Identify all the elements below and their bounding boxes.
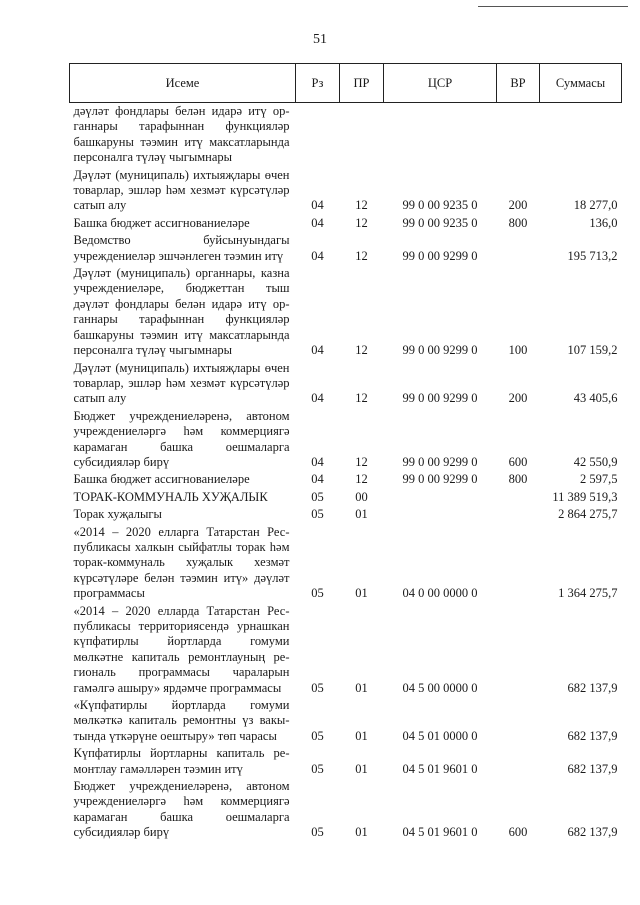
cell-pr: 12 bbox=[355, 454, 368, 469]
cell-name: Бюджет учреждениеләренә, автоном учреждениеләргә һәм коммерциягә карамаган башка оешмаларга субсидияләр бирү bbox=[73, 779, 290, 840]
cell-sum: 136,0 bbox=[589, 215, 618, 230]
table-row bbox=[70, 103, 622, 167]
cell-rz: 04 bbox=[311, 472, 324, 487]
cell-name: Бюджет учреждениеләренә, автоном учреждениеләргә һәм коммерциягә карамаган башка оешмаларга субсидияләр бирү bbox=[73, 408, 290, 469]
cell-pr: 00 bbox=[355, 489, 368, 504]
cell-vr: 100 bbox=[508, 343, 528, 358]
cell-name: Башка бюджет ассигнованиеләре bbox=[73, 215, 250, 230]
cell-name: ТОРАК-КОММУНАЛЬ ХУҖАЛЫК bbox=[73, 489, 268, 504]
col-header-rz: Рз bbox=[296, 64, 340, 103]
cell-csr: 99 0 00 9235 0 bbox=[402, 215, 478, 230]
cell-pr: 01 bbox=[355, 586, 368, 601]
cell-sum: 42 550,9 bbox=[573, 454, 618, 469]
cell-csr: 99 0 00 9299 0 bbox=[402, 472, 478, 487]
cell-rz: 04 bbox=[311, 215, 324, 230]
cell-vr bbox=[497, 745, 540, 778]
table-row bbox=[70, 745, 622, 778]
table-row bbox=[70, 360, 622, 408]
col-header-pr: ПР bbox=[340, 64, 384, 103]
cell-name: Дәүләт (муниципаль) ихтыяҗлары өчен товарлар, эшләр һәм хезмәт күрсәтүләр сатып алу bbox=[73, 360, 290, 406]
cell-rz: 05 bbox=[311, 586, 324, 601]
cell-vr bbox=[497, 103, 540, 167]
cell-rz bbox=[296, 103, 340, 167]
cell-name: дәүләт фондлары белән идарә итү ор-ганнары тарафыннан функцияләр башкаруны тәэмин итү максатларында персоналга түләү чыгымнары bbox=[73, 104, 290, 165]
cell-rz: 05 bbox=[311, 507, 324, 522]
cell-csr: 99 0 00 9299 0 bbox=[402, 454, 478, 469]
cell-pr: 01 bbox=[355, 761, 368, 776]
table-row bbox=[70, 265, 622, 359]
cell-pr: 12 bbox=[355, 198, 368, 213]
cell-sum: 682 137,9 bbox=[567, 728, 618, 743]
col-header-sum: Суммасы bbox=[540, 64, 622, 103]
cell-csr bbox=[384, 103, 497, 167]
table-row bbox=[70, 167, 622, 215]
cell-csr bbox=[384, 489, 497, 506]
table-row bbox=[70, 471, 622, 488]
table-row bbox=[70, 489, 622, 506]
cell-rz: 05 bbox=[311, 489, 324, 504]
cell-csr: 04 5 01 9601 0 bbox=[402, 761, 478, 776]
table-row bbox=[70, 215, 622, 232]
cell-sum: 2 597,5 bbox=[580, 472, 618, 487]
top-edge-line bbox=[478, 6, 628, 7]
cell-name: Күпфатирлы йортларны капиталь ре-монтлау гамәлләрен тәэмин итү bbox=[73, 746, 290, 776]
cell-sum: 682 137,9 bbox=[567, 825, 618, 840]
budget-table bbox=[69, 63, 622, 842]
header-row bbox=[70, 64, 622, 103]
cell-sum: 195 713,2 bbox=[567, 248, 618, 263]
cell-rz: 04 bbox=[311, 248, 324, 263]
table-row bbox=[70, 603, 622, 697]
cell-vr bbox=[497, 506, 540, 523]
cell-rz: 04 bbox=[311, 391, 324, 406]
cell-csr: 04 5 00 0000 0 bbox=[402, 680, 478, 695]
cell-pr: 01 bbox=[355, 728, 368, 743]
cell-pr: 12 bbox=[355, 391, 368, 406]
cell-vr bbox=[497, 697, 540, 745]
cell-rz: 04 bbox=[311, 454, 324, 469]
cell-name: «Күпфатирлы йортларда гомуми мөлкәткә капиталь ремонтны үз вакы-тында үткәрүне оештыру» төп чарасы bbox=[73, 698, 290, 743]
cell-rz: 05 bbox=[311, 761, 324, 776]
cell-rz: 05 bbox=[311, 728, 324, 743]
cell-vr: 800 bbox=[508, 472, 528, 487]
cell-sum: 682 137,9 bbox=[567, 680, 618, 695]
table-row bbox=[70, 232, 622, 265]
cell-sum: 18 277,0 bbox=[573, 198, 618, 213]
cell-rz: 04 bbox=[311, 198, 324, 213]
cell-name: «2014 – 2020 елларга Татарстан Рес-публикасы халкын сыйфатлы торак һәм торак-коммуналь хуҗалык хезмәт күрсәтүләре белән тәэмин итү» дәүләт программасы bbox=[73, 524, 290, 601]
cell-sum: 682 137,9 bbox=[567, 761, 618, 776]
table-row bbox=[70, 506, 622, 523]
cell-name: Башка бюджет ассигнованиеләре bbox=[73, 472, 250, 487]
col-header-vr: ВР bbox=[497, 64, 540, 103]
cell-sum: 1 364 275,7 bbox=[558, 586, 618, 601]
cell-pr: 12 bbox=[355, 215, 368, 230]
cell-vr: 200 bbox=[508, 391, 528, 406]
cell-pr bbox=[340, 103, 384, 167]
cell-name: «2014 – 2020 елларда Татарстан Рес-публикасы территориясендә урнашкан күпфатирлы йортларда гомуми мөлкәтне капиталь ремонтлауның ре-гиональ программасы чараларын гамәлгә ашыру» ярдәмче программасы bbox=[73, 603, 290, 695]
cell-name: Дәүләт (муниципаль) органнары, казна учреждениеләре, бюджеттан тыш дәүләт фондлары белән идарә итү ор-ганнары тарафыннан функцияләр башкаруны тәэмин итү максатларында персоналга түләү чыгымнары bbox=[73, 266, 290, 358]
table-row bbox=[70, 408, 622, 472]
cell-vr bbox=[497, 232, 540, 265]
cell-pr: 01 bbox=[355, 825, 368, 840]
cell-vr: 200 bbox=[508, 198, 528, 213]
cell-pr: 01 bbox=[355, 680, 368, 695]
cell-sum: 2 864 275,7 bbox=[558, 507, 618, 522]
cell-csr: 99 0 00 9299 0 bbox=[402, 391, 478, 406]
page-number: 51 bbox=[313, 32, 327, 47]
cell-rz: 05 bbox=[311, 825, 324, 840]
cell-csr bbox=[384, 506, 497, 523]
cell-csr: 04 5 01 9601 0 bbox=[402, 825, 478, 840]
cell-name: Дәүләт (муниципаль) ихтыяҗлары өчен товарлар, эшләр һәм хезмәт күрсәтүләр сатып алу bbox=[73, 167, 290, 213]
cell-name: Торак хуҗалыгы bbox=[73, 507, 162, 522]
cell-vr: 600 bbox=[508, 825, 528, 840]
cell-sum: 43 405,6 bbox=[573, 391, 618, 406]
cell-vr bbox=[497, 524, 540, 603]
table-row bbox=[70, 697, 622, 745]
cell-csr: 04 0 00 0000 0 bbox=[402, 586, 478, 601]
cell-vr: 800 bbox=[508, 215, 528, 230]
cell-vr bbox=[497, 603, 540, 697]
cell-csr: 99 0 00 9299 0 bbox=[402, 248, 478, 263]
cell-pr: 12 bbox=[355, 472, 368, 487]
cell-sum: 11 389 519,3 bbox=[552, 489, 618, 504]
cell-csr: 99 0 00 9235 0 bbox=[402, 198, 478, 213]
cell-pr: 01 bbox=[355, 507, 368, 522]
table-row bbox=[70, 778, 622, 842]
cell-vr bbox=[497, 489, 540, 506]
cell-sum bbox=[540, 103, 622, 167]
cell-vr: 600 bbox=[508, 454, 528, 469]
cell-sum: 107 159,2 bbox=[567, 343, 618, 358]
table-row bbox=[70, 524, 622, 603]
col-header-name: Исеме bbox=[70, 64, 296, 103]
col-header-csr: ЦСР bbox=[384, 64, 497, 103]
cell-csr: 99 0 00 9299 0 bbox=[402, 343, 478, 358]
cell-rz: 04 bbox=[311, 343, 324, 358]
cell-name: Ведомство буйсынуындагы учреждениеләр эшчәнлеген тәэмин итү bbox=[73, 233, 290, 263]
cell-pr: 12 bbox=[355, 343, 368, 358]
cell-csr: 04 5 01 0000 0 bbox=[402, 728, 478, 743]
cell-pr: 12 bbox=[355, 248, 368, 263]
cell-rz: 05 bbox=[311, 680, 324, 695]
